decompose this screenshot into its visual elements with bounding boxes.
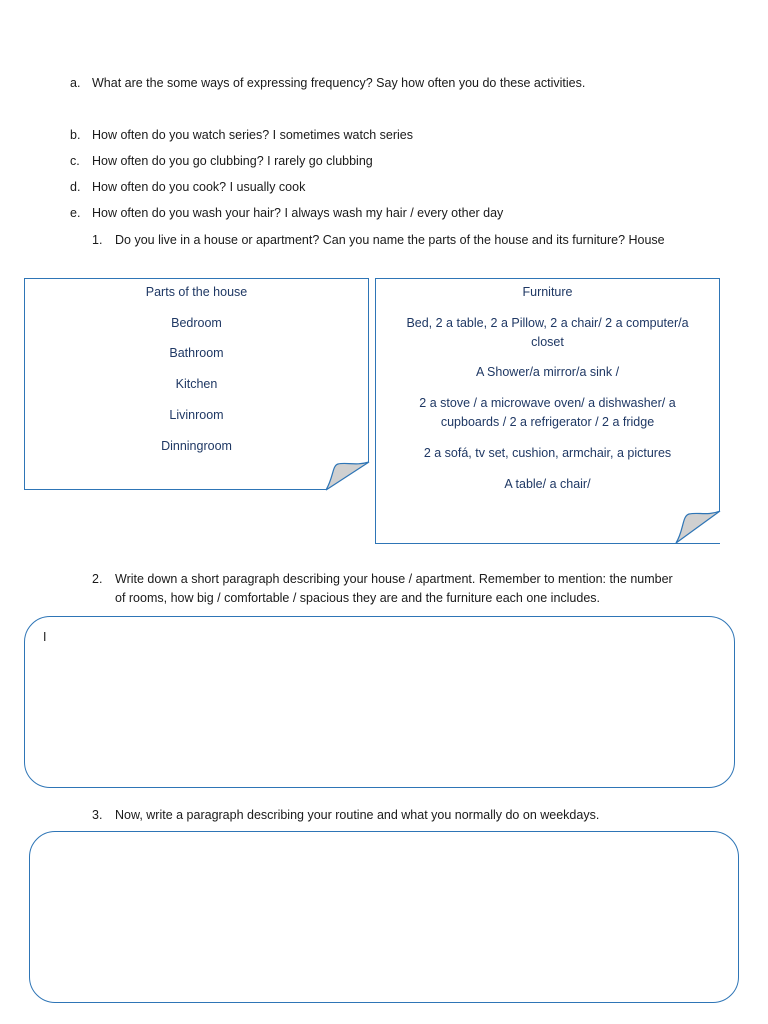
note-item: Bedroom — [171, 316, 222, 330]
question-marker: 3. — [92, 808, 103, 822]
question-text: How often do you wash your hair? I always wash my hair / every other day — [92, 206, 504, 220]
note-item-continued: cupboards / 2 a refrigerator / 2 a fridge — [440, 415, 655, 429]
question-marker: b. — [70, 128, 81, 142]
question-text: How often do you watch series? I sometimes watch series — [92, 128, 413, 142]
question-marker: e. — [70, 206, 81, 220]
question-text: What are the some ways of expressing frequency? Say how often you do these activities. — [92, 76, 586, 90]
question-d — [70, 179, 305, 195]
note-item: Kitchen — [175, 377, 218, 391]
page-curl-icon — [320, 458, 372, 494]
question-2-continued — [115, 590, 600, 606]
question-2 — [92, 571, 673, 587]
question-text: How often do you go clubbing? I rarely go clubbing — [92, 154, 373, 168]
note-item-continued: closet — [531, 335, 564, 349]
note-item: 2 a sofá, tv set, cushion, armchair, a pictures — [423, 446, 672, 460]
note-item: Livinroom — [169, 408, 224, 422]
answer-box-2[interactable] — [29, 831, 739, 1003]
answer-text: I — [43, 630, 47, 644]
parts-of-house-note — [24, 278, 369, 490]
furniture-note — [375, 278, 720, 544]
question-text: Now, write a paragraph describing your routine and what you normally do on weekdays. — [115, 808, 600, 822]
question-text: How often do you cook? I usually cook — [92, 180, 306, 194]
question-3 — [92, 807, 599, 823]
question-text: Do you live in a house or apartment? Can you name the parts of the house and its furniture? House — [115, 233, 665, 247]
note-item: 2 a stove / a microwave oven/ a dishwasher/ a — [419, 396, 676, 410]
note-title: Furniture — [522, 285, 573, 299]
note-item: Dinningroom — [161, 439, 232, 453]
question-marker: c. — [70, 154, 80, 168]
question-c — [70, 153, 373, 169]
question-e — [70, 205, 503, 221]
note-title: Parts of the house — [145, 285, 248, 299]
note-item: Bathroom — [169, 346, 224, 360]
question-marker: a. — [70, 76, 81, 90]
page-curl-icon — [672, 508, 724, 546]
question-text: Write down a short paragraph describing your house / apartment. Remember to mention: the number — [115, 572, 673, 586]
question-marker: d. — [70, 180, 81, 194]
answer-box-1[interactable] — [24, 616, 735, 788]
note-item: A Shower/a mirror/a sink / — [475, 365, 620, 379]
question-a — [70, 75, 585, 91]
question-1 — [92, 232, 665, 248]
question-marker: 1. — [92, 233, 103, 247]
note-item: A table/ a chair/ — [504, 477, 591, 491]
question-text: of rooms, how big / comfortable / spacious they are and the furniture each one includes. — [115, 591, 600, 605]
question-marker: 2. — [92, 572, 103, 586]
question-b — [70, 127, 413, 143]
note-item: Bed, 2 a table, 2 a Pillow, 2 a chair/ 2 a computer/a — [406, 316, 689, 330]
